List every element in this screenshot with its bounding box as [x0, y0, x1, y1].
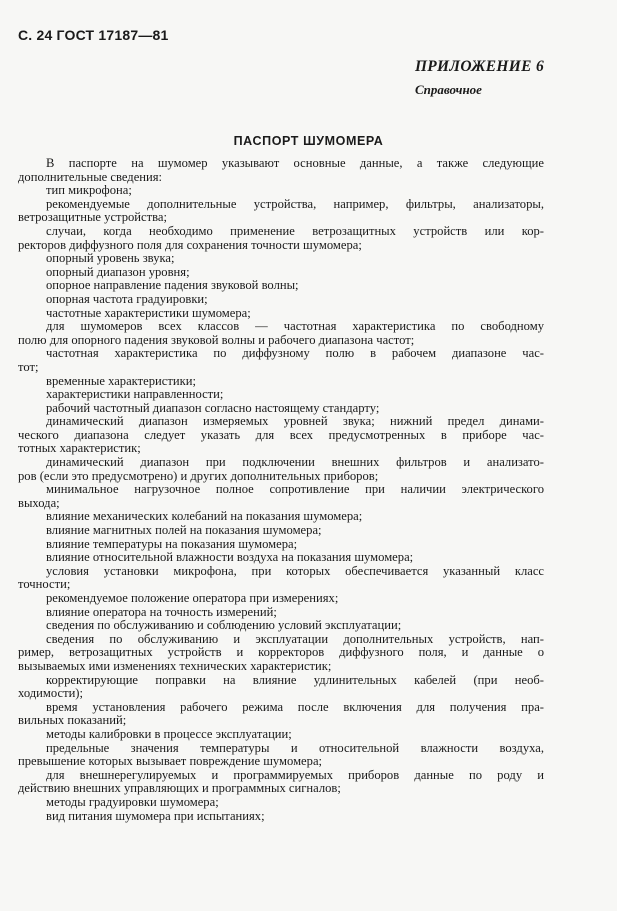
text-line: случаи, когда необходимо применение ветрозащитных устройств или кор- [46, 224, 544, 238]
document-body [18, 157, 544, 823]
text-line: опорный уровень звука; [46, 251, 175, 266]
appendix-title: ПРИЛОЖЕНИЕ 6 [414, 58, 544, 75]
text-line: ческого диапазона следует указать для всех предусмотренных в приборе час- [18, 428, 544, 442]
appendix-label [415, 58, 544, 98]
text-line: В паспорте на шумомер указывают основные данные, а также следующие [46, 157, 544, 170]
text-line: вид питания шумомера при испытаниях; [46, 808, 265, 823]
text-line: ходимости); [18, 686, 84, 701]
text-line: время установления рабочего режима после включения для получения пра- [46, 700, 544, 714]
text-line: влияние относительной влажности воздуха на показания шумомера; [46, 550, 414, 565]
text-line: временные характеристики; [46, 373, 196, 388]
text-line: динамический диапазон измеряемых уровней звука; нижний предел динами- [46, 415, 544, 429]
text-line: методы градуировки шумомера; [46, 794, 219, 809]
text-line: минимальное нагрузочное полное сопротивление при наличии электрического [46, 483, 544, 497]
text-line: вызываемых ими изменениях технических характеристик; [18, 658, 332, 673]
text-line: предельные значения температуры и относительной влажности воздуха, [46, 741, 544, 755]
text-line: точности; [18, 577, 71, 592]
text-line: для шумомеров всех классов — частотная характеристика по свободному [46, 320, 544, 334]
text-line: выхода; [18, 495, 60, 510]
text-line: полю для опорного падения звуковой волны и рабочего диапазона частот; [18, 332, 415, 347]
text-line: сведения по обслуживанию и соблюдению условий эксплуатации; [46, 618, 402, 633]
text-line: условия установки микрофона, при которых обеспечивается указанный класс [46, 564, 544, 578]
text-line: частотные характеристики шумомера; [46, 305, 251, 320]
text-line: влияние механических колебаний на показания шумомера; [46, 509, 363, 524]
text-line: рекомендуемые дополнительные устройства, например, фильтры, анализаторы, [46, 197, 544, 211]
text-line: рекомендуемое положение оператора при измерениях; [46, 591, 339, 605]
text-line: динамический диапазон при подключении внешних фильтров и анализато- [46, 456, 544, 470]
text-line: тип микрофона; [46, 183, 132, 198]
text-line: дополнительные сведения: [18, 169, 163, 184]
text-line: для внешнерегулируемых и программируемых приборов данные по роду и [46, 768, 544, 782]
text-line: корректирующие поправки на влияние удлинительных кабелей (при необ- [46, 673, 544, 687]
text-line: ример, ветрозащитных устройств и корректоров диффузного поля, и данные о [18, 646, 544, 660]
text-line: тотных характеристик; [18, 441, 141, 456]
text-line: превышение которых вызывает повреждение шумомера; [18, 754, 323, 769]
section-title: ПАСПОРТ ШУМОМЕРА [233, 134, 384, 148]
text-line: тот; [18, 359, 39, 374]
text-line: ветрозащитные устройства; [18, 210, 167, 225]
text-line: характеристики направленности; [46, 387, 224, 402]
text-line: опорный диапазон уровня; [46, 264, 190, 279]
appendix-subtitle: Справочное [414, 82, 482, 97]
text-line: действию внешних управляющих и программных сигналов; [18, 781, 341, 796]
text-line: частотная характеристика по диффузному полю в рабочем диапазоне час- [46, 347, 544, 361]
text-line: рабочий частотный диапазон согласно настоящему стандарту; [46, 400, 380, 415]
text-line: опорная частота градуировки; [46, 291, 208, 306]
text-line: методы калибровки в процессе эксплуатации; [46, 726, 292, 741]
text-line: вильных показаний; [18, 713, 127, 728]
text-line: ректоров диффузного поля для сохранения точности шумомера; [18, 237, 362, 252]
text-line: влияние температуры на показания шумомера; [46, 536, 298, 551]
page-header: С. 24 ГОСТ 17187—81 [18, 27, 169, 43]
text-line: опорное направление падения звуковой волны; [46, 278, 299, 293]
text-line: влияние магнитных полей на показания шумомера; [46, 523, 322, 538]
text-line: влияние оператора на точность измерений; [46, 604, 277, 619]
text-line: ров (если это предусмотрено) и других дополнительных приборов; [18, 468, 379, 483]
text-line: сведения по обслуживанию и эксплуатации дополнительных устройств, нап- [46, 632, 544, 646]
